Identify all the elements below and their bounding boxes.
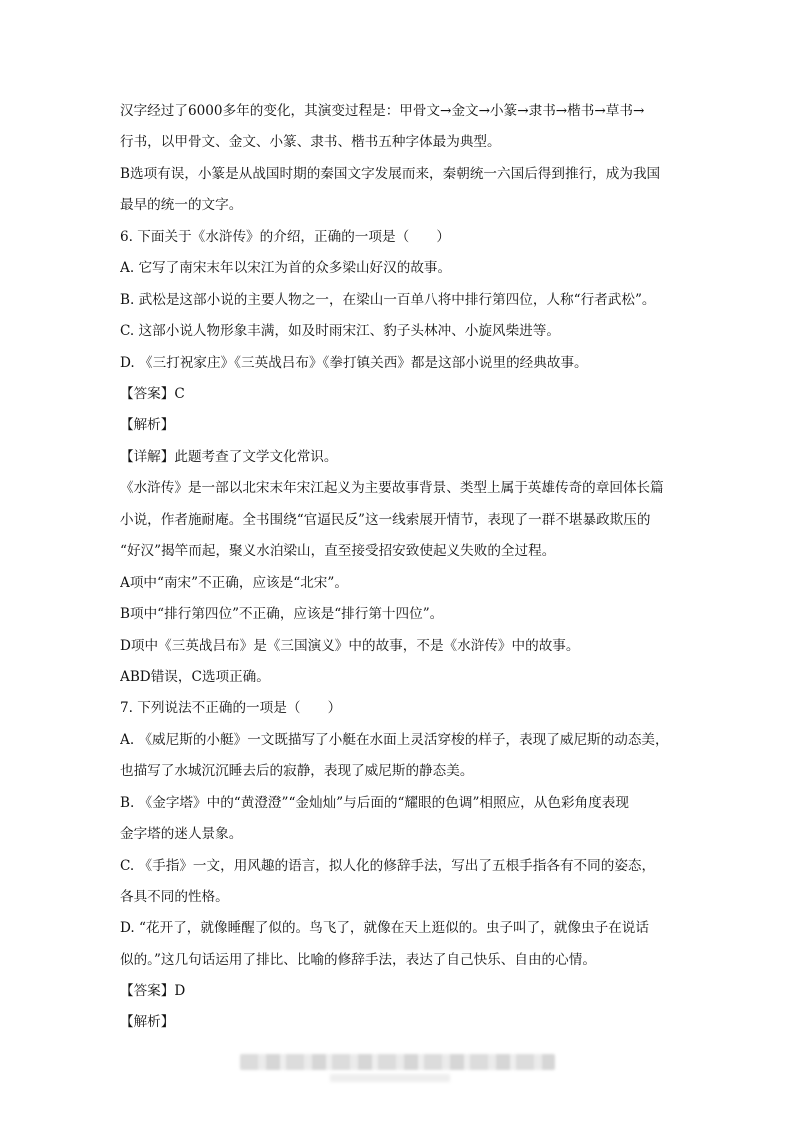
question-6-option-b: B. 武松是这部小说的主要人物之一，在梁山一百单八将中排行第四位，人称“行者武松”。 (120, 292, 656, 308)
question-6-option-c: C. 这部小说人物形象丰满，如及时雨宋江、豹子头林冲、小旋风柴进等。 (120, 323, 560, 339)
detail-text: 【详解】此题考查了文学文化常识。 (120, 449, 338, 465)
text-line: 汉字经过了6000多年的变化，其演变过程是：甲骨文→金文→小篆→隶书→楷书→草书→ (120, 103, 645, 119)
blurred-footer-watermark (330, 1074, 450, 1082)
text-line: B选项有误，小篆是从战国时期的秦国文字发展而来，秦朝统一六国后得到推行，成为我国 (120, 166, 661, 182)
question-7-option-a: A. 《威尼斯的小艇》一文既描写了小艇在水面上灵活穿梭的样子，表现了威尼斯的动态美， (120, 732, 669, 748)
blurred-footer-watermark (240, 1054, 555, 1070)
text-line: “好汉”揭竿而起，聚义水泊梁山，直至接受招安致使起义失败的全过程。 (120, 543, 556, 559)
question-7-option-d: D. “花开了，就像睡醒了似的。鸟飞了，就像在天上逛似的。虫子叫了，就像虫子在说话 (120, 920, 649, 936)
text-line: ABD错误，C选项正确。 (120, 669, 270, 685)
text-line: B项中“排行第四位”不正确，应该是“排行第十四位”。 (120, 606, 444, 622)
text-line: 似的。”这几句话运用了排比、比喻的修辞手法，表达了自己快乐、自由的心情。 (120, 952, 596, 968)
analysis-label: 【解析】 (120, 1014, 175, 1030)
question-7-option-c: C. 《手指》一文，用风趣的语言，拟人化的修辞手法，写出了五根手指各有不同的姿态， (120, 858, 656, 874)
text-line: 金字塔的迷人景象。 (120, 826, 243, 842)
text-line: 行书，以甲骨文、金文、小篆、隶书、楷书五种字体最为典型。 (120, 134, 501, 150)
text-line: D项中《三英战吕布》是《三国演义》中的故事，不是《水浒传》中的故事。 (120, 638, 580, 654)
text-line: 最早的统一的文字。 (120, 197, 243, 213)
text-line: 也描写了水城沉沉睡去后的寂静，表现了威尼斯的静态美。 (120, 763, 474, 779)
answer-label: 【答案】C (120, 386, 185, 402)
answer-label: 【答案】D (120, 983, 186, 999)
text-line: 小说，作者施耐庵。全书围绕“官逼民反”这一线索展开情节，表现了一群不堪暴政欺压的 (120, 512, 651, 528)
question-7-stem: 7. 下列说法不正确的一项是（ ） (120, 700, 342, 716)
text-line: A项中“南宋”不正确，应该是“北宋”。 (120, 575, 348, 591)
analysis-label: 【解析】 (120, 417, 175, 433)
text-line: 各具不同的性格。 (120, 889, 229, 905)
question-6-option-a: A. 它写了南宋末年以宋江为首的众多梁山好汉的故事。 (120, 260, 452, 276)
question-6-stem: 6. 下面关于《水浒传》的介绍，正确的一项是（ ） (120, 229, 450, 245)
question-6-option-d: D. 《三打祝家庄》《三英战吕布》《拳打镇关西》都是这部小说里的经典故事。 (120, 355, 588, 371)
question-7-option-b: B. 《金字塔》中的“黄澄澄”“金灿灿”与后面的“耀眼的色调”相照应，从色彩角度表现 (120, 795, 629, 811)
text-line: 《水浒传》是一部以北宋末年宋江起义为主要故事背景、类型上属于英雄传奇的章回体长篇 (120, 480, 664, 496)
